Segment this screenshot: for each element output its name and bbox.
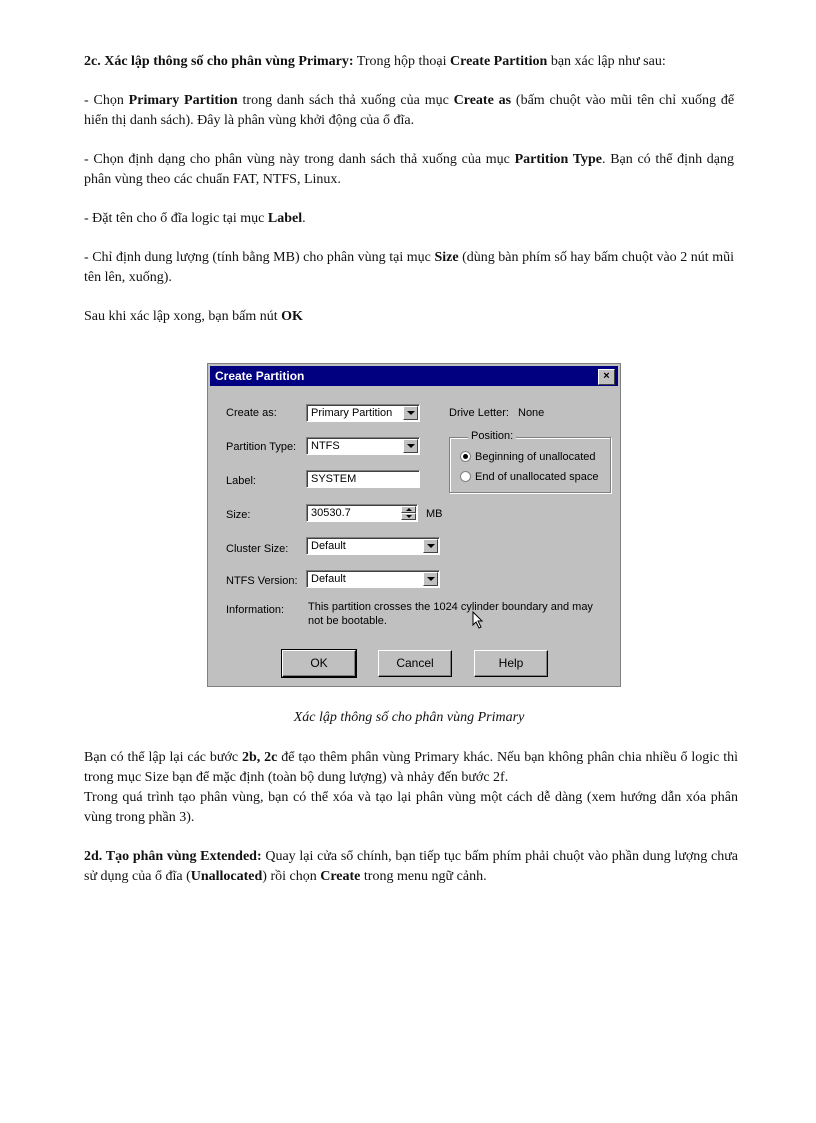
cluster-size-label: Cluster Size: [226,543,289,555]
partition-type-value: NTFS [311,440,340,452]
paragraph-create-as [84,91,734,131]
position-opt1-label: Beginning of unallocated [475,451,596,463]
text: trong menu ngữ cảnh. [360,869,487,884]
bold-term: Unallocated [190,869,263,884]
paragraph-repeat [84,748,738,788]
text: để tạo thêm phân vùng Primary khác. Nếu bạn không phân chia nhiều ổ logic thì trong mục Size bạn để mặc định (toàn bộ dung lượng) và nhảy đến bước 2f. [84,750,739,785]
information-label: Information: [226,604,285,616]
spinner-buttons[interactable] [401,506,416,520]
bold-term: OK [281,309,303,324]
drive-letter-label: Drive Letter: [449,407,509,419]
text: (dùng bàn phím số hay bấm chuột vào 2 nút mũi tên lên, xuống). [84,250,734,285]
bold-term: Create as [453,93,512,108]
bold-term: Create Partition [450,54,548,69]
label-input[interactable]: SYSTEM [306,470,420,488]
chevron-down-icon[interactable] [403,439,418,453]
bold-term: Create [320,869,361,884]
chevron-down-icon[interactable] [403,406,418,420]
ok-button[interactable]: OK [282,650,356,677]
chevron-down-icon[interactable] [423,572,438,586]
create-as-value: Primary Partition [311,407,393,419]
ntfs-version-label: NTFS Version: [226,575,298,587]
create-as-select[interactable] [306,404,420,422]
text: . Bạn có thể định dạng phân vùng theo các chuẩn FAT, NTFS, Linux. [84,152,734,187]
cluster-size-select[interactable] [306,537,440,555]
text: Trong hộp thoại [353,54,450,69]
dialog-titlebar [210,366,618,386]
bold-term: Partition Type [514,152,602,167]
ntfs-version-value: Default [311,573,346,585]
position-group-title: Position: [468,430,516,442]
text: - Chọn định dạng cho phân vùng này trong danh sách thả xuống của mục [84,152,515,167]
text: ) rồi chọn [262,869,321,884]
mouse-pointer-icon [472,611,484,629]
paragraph-2c [84,52,734,72]
text: Quay lại cửa sổ chính, bạn tiếp tục bấm phím phải chuột vào phần dung lượng chưa sử dụng của ổ đĩa ( [84,849,739,884]
position-end-option[interactable] [460,470,599,484]
document-page [84,52,734,346]
cluster-size-value: Default [311,540,346,552]
text: trong danh sách thả xuống của mục [237,93,454,108]
bold-term: Primary Partition [128,93,238,108]
drive-letter-value: None [518,407,545,419]
close-button[interactable]: × [598,369,615,385]
paragraph-label [84,209,734,229]
document-page-lower [84,748,738,906]
radio-selected-icon[interactable] [460,451,471,462]
dialog-title: Create Partition [215,369,305,383]
text: - Đặt tên cho ổ đĩa logic tại mục [84,211,268,226]
size-unit: MB [426,508,443,520]
partition-type-label: Partition Type: [226,441,297,453]
position-group [449,430,611,493]
text: (bấm chuột vào mũi tên chỉ xuống để hiển thị danh sách). Đây là phân vùng khởi động của ổ đĩa. [84,93,735,128]
text: - Chỉ định dung lượng (tính bằng MB) cho phân vùng tại mục [84,250,435,265]
bold-term: 2b, 2c [242,750,278,765]
bold-term: Label [267,211,303,226]
heading-2c: 2c. Xác lập thông số cho phân vùng Primary: [84,54,354,69]
text: - Chọn [84,93,129,108]
text: Bạn có thể lập lại các bước [84,750,242,765]
size-label: Size: [226,509,251,521]
radio-icon[interactable] [460,471,471,482]
heading-2d: 2d. Tạo phân vùng Extended: [84,849,262,864]
text: . [302,211,306,226]
help-button[interactable]: Help [474,650,548,677]
text: Sau khi xác lập xong, bạn bấm nút [84,309,282,324]
arrow-down-icon[interactable] [401,513,416,520]
size-spinner[interactable] [306,504,418,522]
text: Trong quá trình tạo phân vùng, bạn có thể xóa và tạo lại phân vùng một cách dễ dàng (xem hướng dẫn xóa phân vùng trong phần 3). [84,790,738,825]
label-label: Label: [226,475,256,487]
create-partition-dialog [207,363,621,687]
text: bạn xác lập như sau: [547,54,666,69]
paragraph-delete-note [84,788,738,828]
create-as-label: Create as: [226,407,277,419]
information-text: This partition crosses the 1024 cylinder boundary and may not be bootable. [308,601,593,627]
size-value: 30530.7 [311,507,351,519]
position-beginning-option[interactable] [460,450,595,464]
figure-caption: Xác lập thông số cho phân vùng Primary [293,710,525,725]
paragraph-partition-type [84,150,734,190]
paragraph-2d [84,847,738,887]
cancel-button[interactable]: Cancel [378,650,452,677]
ntfs-version-select[interactable] [306,570,440,588]
paragraph-size [84,248,734,288]
arrow-up-icon[interactable] [401,506,416,513]
position-opt2-label: End of unallocated space [475,471,599,483]
chevron-down-icon[interactable] [423,539,438,553]
partition-type-select[interactable] [306,437,420,455]
bold-term: Size [434,250,459,265]
paragraph-ok [84,307,734,327]
